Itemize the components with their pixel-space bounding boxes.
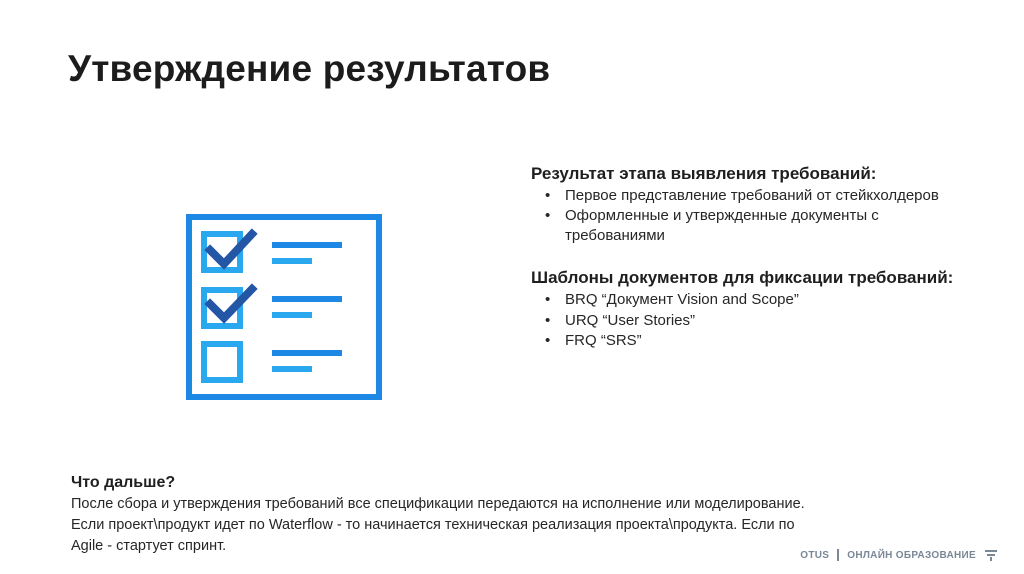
footer-tagline: ОНЛАЙН ОБРАЗОВАНИЕ: [847, 549, 976, 561]
checklist-icon: [186, 214, 382, 400]
list-item: • Оформленные и утвержденные документы с требованиями: [531, 206, 961, 246]
next-steps: [71, 472, 991, 557]
requirements-heading: Результат этапа выявления требований:: [531, 164, 877, 183]
templates-heading: Шаблоны документов для фиксации требований:: [531, 268, 954, 287]
next-line: Agile - стартует спринт.: [71, 538, 227, 554]
templates-list: [531, 290, 961, 352]
footer: [800, 548, 998, 562]
list-item: • BRQ “Документ Vision and Scope”: [531, 290, 961, 311]
footer-brand: OTUS: [800, 549, 830, 561]
next-heading: Что дальше?: [71, 474, 176, 491]
list-item: • Первое представление требований от стейкхолдеров: [531, 186, 961, 206]
next-line: Если проект\продукт идет по Waterflow - то начинается техническая реализация проекта\продукта. Если по: [71, 517, 795, 533]
next-line: После сбора и утверждения требований все спецификации передаются на исполнение или моделирование.: [71, 496, 805, 512]
list-item: • URQ “User Stories”: [531, 311, 961, 332]
right-column: [531, 162, 961, 352]
list-item: • FRQ “SRS”: [531, 331, 961, 352]
otus-logo-icon: [984, 548, 998, 562]
page-title: Утверждение результатов: [68, 48, 551, 89]
requirements-list: [531, 186, 961, 246]
footer-divider: [837, 549, 839, 561]
